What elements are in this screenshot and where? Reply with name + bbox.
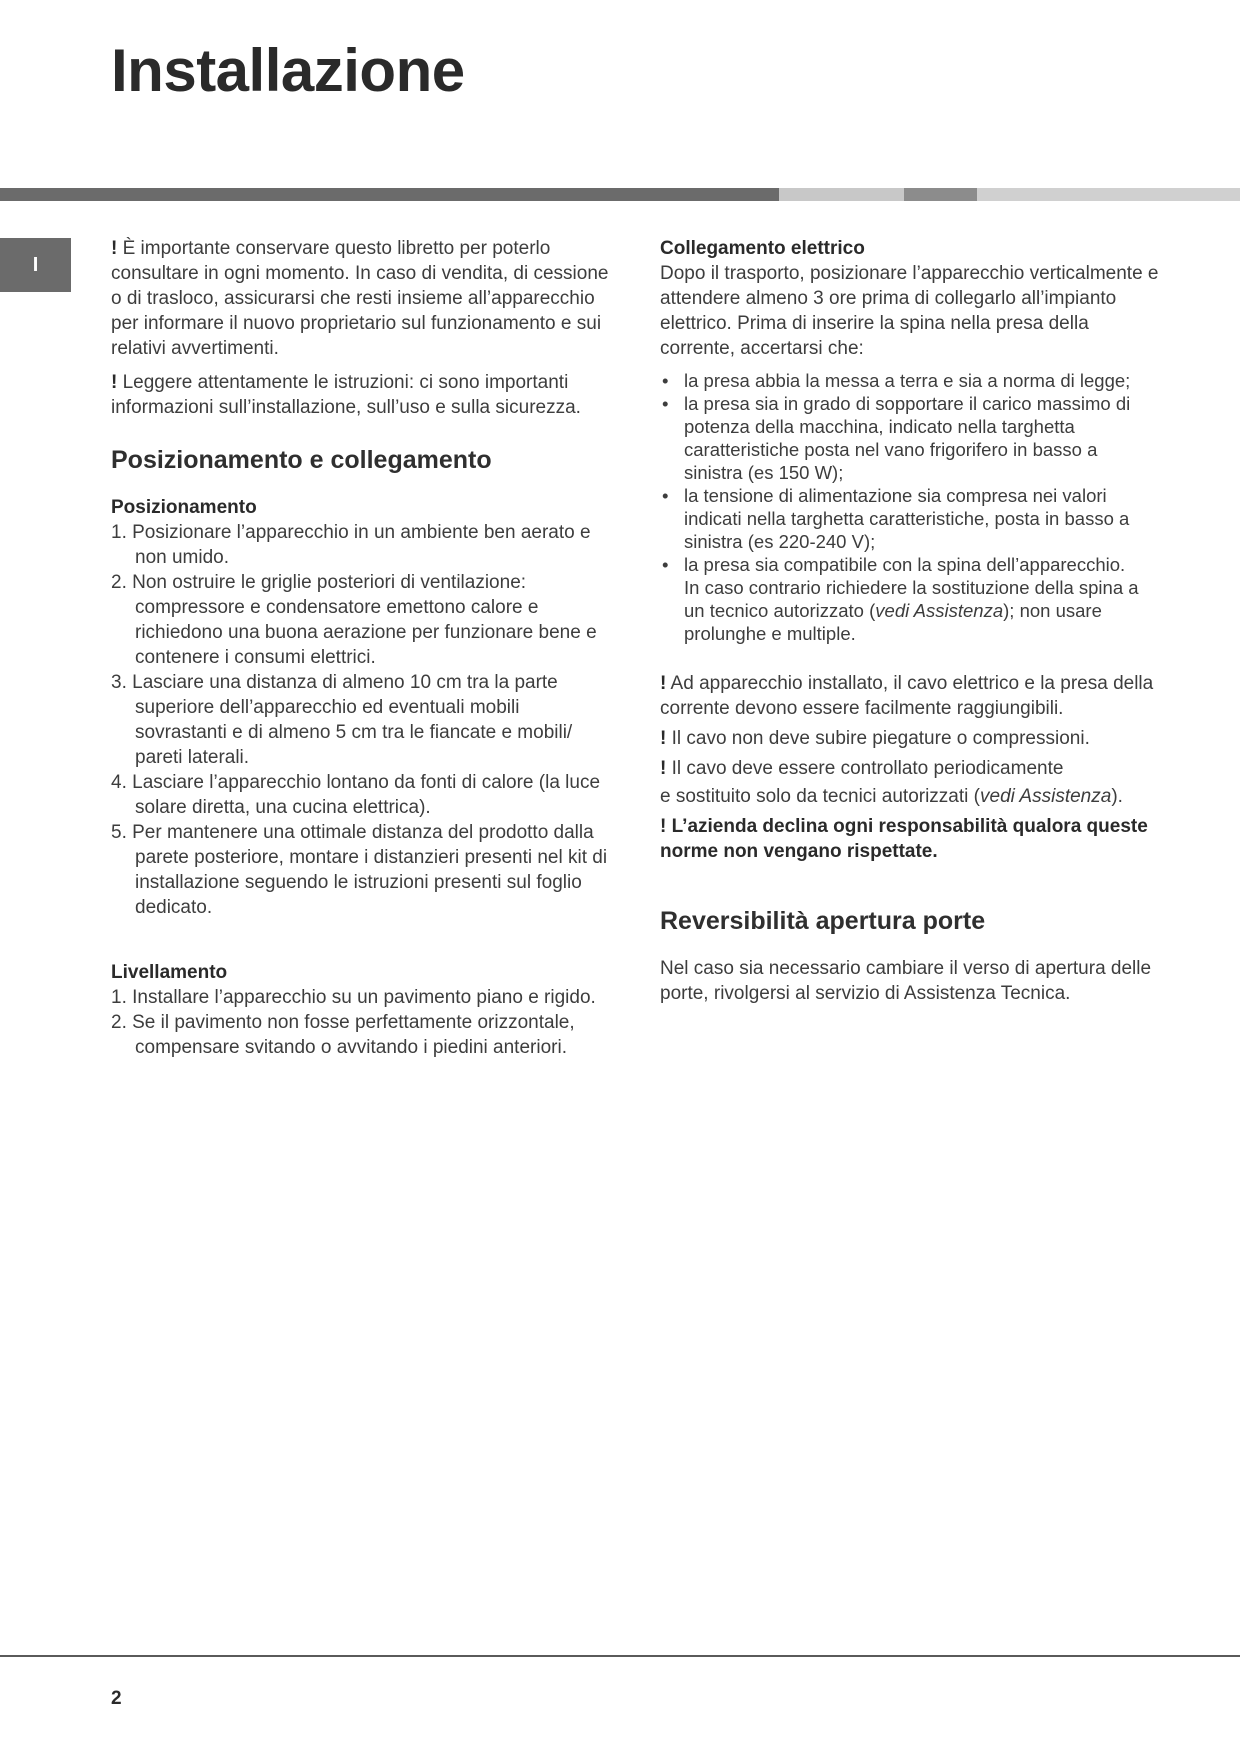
warning-text-end: ). bbox=[1111, 786, 1123, 807]
warning-mark: ! bbox=[111, 238, 118, 259]
page-title: Installazione bbox=[111, 37, 465, 104]
footer-rule bbox=[0, 1655, 1240, 1657]
livellamento-steps bbox=[111, 985, 611, 1060]
subheading-collegamento-elettrico: Collegamento elettrico bbox=[660, 238, 865, 259]
posizionamento-steps bbox=[111, 520, 611, 920]
warning-text: e sostituito solo da tecnici autorizzati ( bbox=[660, 786, 980, 807]
warning-cable-replace bbox=[660, 784, 1160, 809]
header-rule-mid bbox=[904, 188, 977, 201]
collegamento-intro: Dopo il trasporto, posizionare l’apparecchio verticalmente e attendere almeno 3 ore prima di collegarlo all’impianto elettrico. Prima di inserire la spina nella presa della corrente, accertarsi che: bbox=[660, 263, 1159, 359]
warning-mark: ! bbox=[111, 372, 118, 393]
header-rule-dark bbox=[0, 188, 779, 201]
assistenza-reference: vedi Assistenza bbox=[875, 600, 1004, 621]
warning-mark: ! bbox=[660, 673, 667, 694]
warning-mark: ! bbox=[660, 758, 667, 779]
right-column bbox=[660, 236, 1160, 1006]
header-rule-light-end bbox=[977, 188, 1240, 201]
list-item: 2. Se il pavimento non fosse perfettamente orizzontale, compensare svitando o avvitando i piedini anteriori. bbox=[111, 1012, 575, 1058]
section-title-reversibilita: Reversibilità apertura porte bbox=[660, 907, 986, 935]
warnings-block bbox=[660, 671, 1160, 864]
left-column bbox=[111, 236, 611, 1060]
list-item: 1. Posizionare l’apparecchio in un ambiente ben aerato e non umido. bbox=[111, 522, 591, 568]
list-item: 3. Lasciare una distanza di almeno 10 cm tra la parte superiore dell’apparecchio ed eventuali mobili sovrastanti e di almeno 5 cm tra le fiancate e mobili/ pareti laterali. bbox=[111, 672, 573, 768]
list-item: 2. Non ostruire le griglie posteriori di ventilazione: compressore e condensatore emettono calore e richiedono una buona aerazione per funzionare bene e contenere i consumi elettrici. bbox=[111, 572, 597, 668]
warning-mark: ! bbox=[660, 728, 667, 749]
collegamento-checklist bbox=[660, 369, 1160, 576]
warning-cable-reachable bbox=[660, 671, 1160, 721]
list-item: • la presa abbia la messa a terra e sia a norma di legge; bbox=[660, 369, 1160, 392]
warning-text: Il cavo deve essere controllato periodicamente bbox=[666, 758, 1064, 779]
spacer bbox=[111, 920, 611, 960]
warning-cable-check bbox=[660, 756, 1160, 781]
list-item: • la presa sia compatibile con la spina dell’apparecchio. bbox=[660, 553, 1160, 576]
page-number: 2 bbox=[111, 1688, 122, 1709]
assistenza-reference: vedi Assistenza bbox=[980, 786, 1112, 807]
section-title-posizionamento-collegamento: Posizionamento e collegamento bbox=[111, 446, 492, 474]
intro-note-1 bbox=[111, 236, 611, 361]
spacer bbox=[660, 869, 1160, 909]
intro-note-2 bbox=[111, 370, 611, 420]
list-item: • la tensione di alimentazione sia compresa nei valori indicati nella targhetta caratteristiche, posta in basso a sinistra (es 220-240 V); bbox=[660, 484, 1160, 553]
header-rule-light bbox=[779, 188, 904, 201]
collegamento-fallback-note bbox=[660, 576, 1160, 645]
reversibilita-text: Nel caso sia necessario cambiare il verso di apertura delle porte, rivolgersi al servizio di Assistenza Tecnica. bbox=[660, 958, 1152, 1004]
fallback-text: In caso contrario richiedere la sostituzione della spina a un tecnico autorizzato ( bbox=[684, 577, 1139, 621]
language-tab: I bbox=[0, 238, 71, 292]
fallback-text-end: ); non usare prolunghe e multiple. bbox=[684, 600, 1102, 644]
warning-cable-bending bbox=[660, 726, 1160, 751]
intro-note-2-text: Leggere attentamente le istruzioni: ci sono importanti informazioni sull’installazione, sull’uso e sulla sicurezza. bbox=[111, 372, 581, 418]
warning-text: Ad apparecchio installato, il cavo elettrico e la presa della corrente devono essere facilmente raggiungibili. bbox=[660, 673, 1154, 719]
intro-note-1-text: È importante conservare questo libretto per poterlo consultare in ogni momento. In caso di vendita, di cessione o di trasloco, assicurarsi che resti insieme all’apparecchio per informare il nuovo proprietario sul funzionamento e sui relativi avvertimenti. bbox=[111, 238, 609, 359]
warning-liability: ! L’azienda declina ogni responsabilità qualora queste norme non vengano rispettate. bbox=[660, 816, 1148, 862]
warning-text: Il cavo non deve subire piegature o compressioni. bbox=[666, 728, 1090, 749]
list-item: 5. Per mantenere una ottimale distanza del prodotto dalla parete posteriore, montare i distanzieri presenti nel kit di installazione seguendo le istruzioni presenti sul foglio dedicato. bbox=[111, 822, 608, 918]
list-item: 1. Installare l’apparecchio su un pavimento piano e rigido. bbox=[111, 987, 596, 1008]
list-item: 4. Lasciare l’apparecchio lontano da fonti di calore (la luce solare diretta, una cucina elettrica). bbox=[111, 772, 601, 818]
subheading-livellamento: Livellamento bbox=[111, 962, 228, 983]
subheading-posizionamento: Posizionamento bbox=[111, 497, 257, 518]
list-item: • la presa sia in grado di sopportare il carico massimo di potenza della macchina, indicato nella targhetta caratteristiche posta nel vano frigorifero in basso a sinistra (es 150 W); bbox=[660, 392, 1160, 484]
